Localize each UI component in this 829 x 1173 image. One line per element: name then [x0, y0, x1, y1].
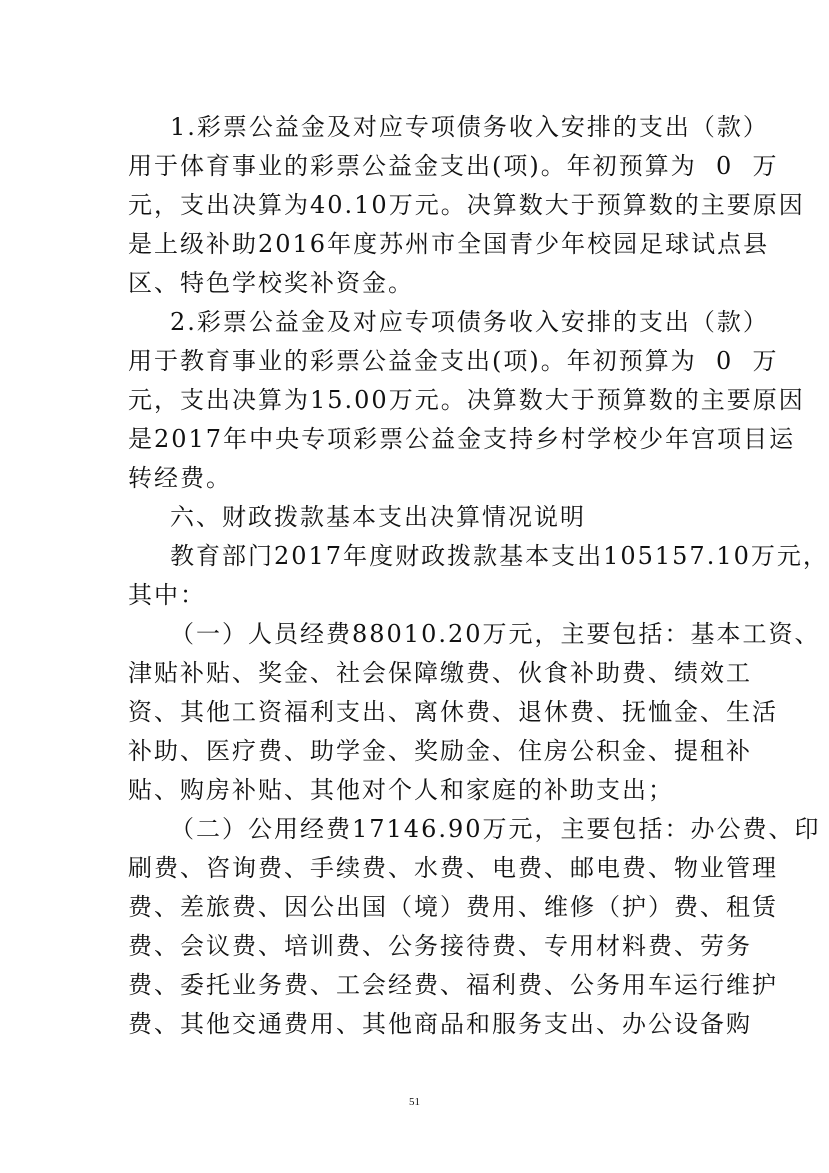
paragraph-line: （一）人员经费88010.20万元，主要包括：基本工资、	[170, 620, 821, 648]
paragraph-line: 转经费。	[128, 464, 232, 492]
paragraph-line: 其中：	[128, 581, 206, 609]
paragraph-line: 刷费、咨询费、手续费、水费、电费、邮电费、物业管理	[128, 854, 778, 882]
paragraph-line: 是2017年中央专项彩票公益金支持乡村学校少年宫项目运	[128, 425, 796, 453]
section-heading: 六、财政拨款基本支出决算情况说明	[170, 503, 586, 531]
paragraph-line: 费、会议费、培训费、公务接待费、专用材料费、劳务	[128, 932, 752, 960]
paragraph-line: （二）公用经费17146.90万元，主要包括：办公费、印	[170, 815, 821, 843]
paragraph-line: 元，支出决算为40.10万元。决算数大于预算数的主要原因	[128, 191, 805, 219]
paragraph-line: 是上级补助2016年度苏州市全国青少年校园足球试点县	[128, 230, 770, 258]
paragraph-line: 元，支出决算为15.00万元。决算数大于预算数的主要原因	[128, 386, 805, 414]
paragraph-line: 资、其他工资福利支出、离休费、退休费、抚恤金、生活	[128, 698, 778, 726]
page-number: 51	[409, 1096, 420, 1108]
paragraph-line: 贴、购房补贴、其他对个人和家庭的补助支出；	[128, 776, 674, 804]
paragraph-line: 2.彩票公益金及对应专项债务收入安排的支出（款）	[170, 308, 769, 336]
paragraph-line: 教育部门2017年度财政拨款基本支出105157.10万元，	[170, 542, 829, 570]
paragraph-line: 1.彩票公益金及对应专项债务收入安排的支出（款）	[170, 113, 769, 141]
paragraph-line: 费、委托业务费、工会经费、福利费、公务用车运行维护	[128, 971, 778, 999]
paragraph-line: 用于体育事业的彩票公益金支出(项)。年初预算为 0 万	[128, 152, 779, 180]
paragraph-line: 用于教育事业的彩票公益金支出(项)。年初预算为 0 万	[128, 347, 779, 375]
paragraph-line: 补助、医疗费、助学金、奖励金、住房公积金、提租补	[128, 737, 752, 765]
paragraph-line: 费、其他交通费用、其他商品和服务支出、办公设备购	[128, 1010, 752, 1038]
paragraph-line: 津贴补贴、奖金、社会保障缴费、伙食补助费、绩效工	[128, 659, 752, 687]
paragraph-line: 费、差旅费、因公出国（境）费用、维修（护）费、租赁	[128, 893, 778, 921]
paragraph-line: 区、特色学校奖补资金。	[128, 269, 414, 297]
